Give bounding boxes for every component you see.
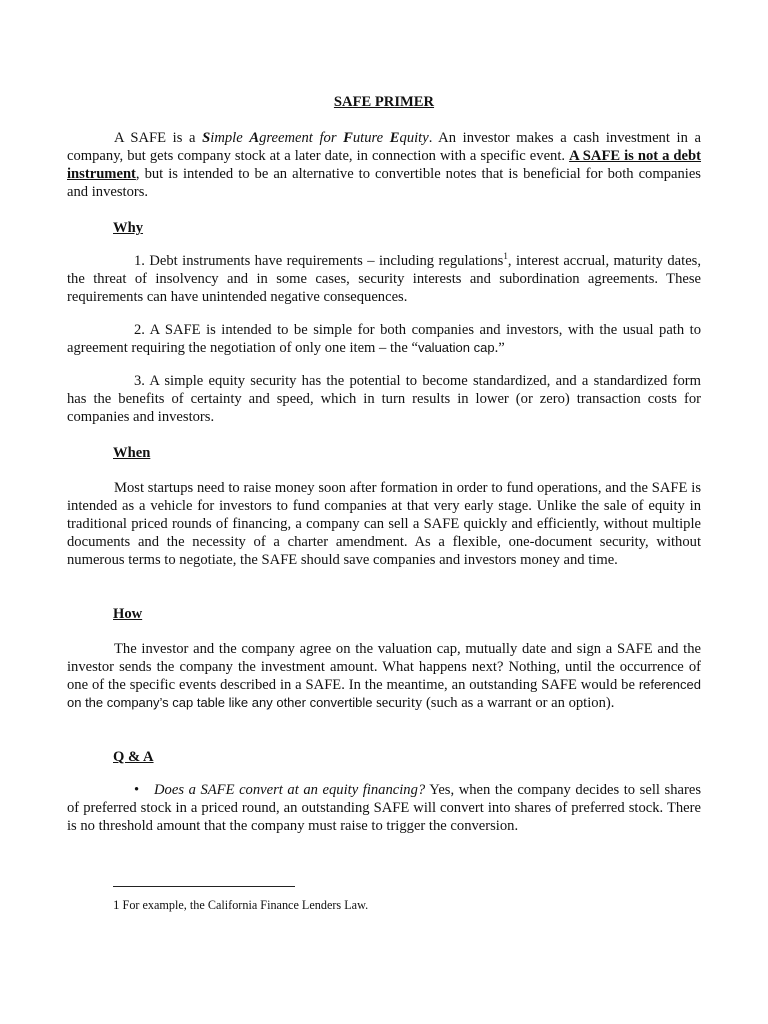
intro-word-agreement: greement for [259,130,344,146]
intro-paragraph [67,129,701,201]
intro-letter-a: A [249,130,260,146]
why-item-1-text: 1. Debt instruments have requirements – including regulations [134,253,504,269]
why-item-2-text: 2. A SAFE is intended to be simple for both companies and investors, with the usual path to agreement requiring the negotiation of only one item – the “ [67,322,701,356]
footnote [113,897,368,913]
section-heading-how: How [113,606,143,622]
why-item-2-valuation-cap: valuation cap [417,340,495,355]
intro-word-equity: quity [399,130,429,146]
footnote-divider [113,886,295,887]
intro-letter-e: E [389,130,400,146]
when-paragraph: Most startups need to raise money soon after formation in order to fund operations, and the SAFE is intended as a vehicle for investors to fund companies at that very early stage. Unlike the sale of equity in traditional priced rounds of financing, a company can sell a SAFE quickly and efficiently, without multiple documents and the necessity of a charter amendment. As a flexible, one-document security, without numerous terms to negotiate, the SAFE should save companies and investors money and time. [67,480,701,568]
why-item-1-text-2: , interest accrual, maturity dates, the threat of insolvency and in some cases, security interests and subordination agreements. These requirements can have unintended negative consequences. [67,253,702,305]
how-text: The investor and the company agree on the valuation cap, mutually date and sign a SAFE and the investor sends the company the investment amount. What happens next? Nothing, until the occurrence of one of the specific events described in a SAFE. In the meantime, an outstanding SAFE would be [67,641,701,693]
intro-letter-s: S [202,130,211,146]
intro-emphasis: A SAFE is not a debt instrument [67,148,702,182]
how-text-cap-table: referenced on the company’s cap table like any other convertible [67,677,701,710]
why-item-2 [67,321,701,357]
intro-word-simple: imple [210,130,250,146]
why-item-1 [67,252,701,306]
qa-answer: Yes, when the company decides to sell shares of preferred stock in a priced round, an outstanding SAFE will convert into shares of preferred stock. There is no threshold amount that the company must raise to trigger the conversion. [67,782,701,834]
section-heading-qa: Q & A [113,749,154,765]
footnote-text: For example, the California Finance Lenders Law. [119,898,369,912]
why-item-3: 3. A simple equity security has the potential to become standardized, and a standardized form has the benefits of certainty and speed, which in turn results in lower (or zero) transaction costs for companies and investors. [67,373,701,425]
qa-item-1 [67,781,701,835]
intro-word-future: uture [352,130,390,146]
intro-text-2: . An investor makes a cash investment in a company, but gets company stock at a later date, in connection with a specific event. [67,130,701,164]
footnote-ref: 1 [503,251,508,262]
why-item-2-text-end: .” [494,340,505,356]
qa-question: Does a SAFE convert at an equity financing? [154,782,426,798]
how-paragraph [67,640,701,712]
how-text-end: security (such as a warrant or an option). [372,695,615,711]
intro-text-3: , but is intended to be an alternative to convertible notes that is beneficial for both companies and investors. [67,166,701,200]
section-heading-why: Why [113,220,144,236]
page-title: SAFE PRIMER [333,94,435,110]
footnote-number: 1 [113,897,120,912]
bullet-icon: • [134,782,140,798]
intro-text: A SAFE is a [114,130,203,146]
section-heading-when: When [113,445,151,461]
intro-letter-f: F [343,130,353,146]
